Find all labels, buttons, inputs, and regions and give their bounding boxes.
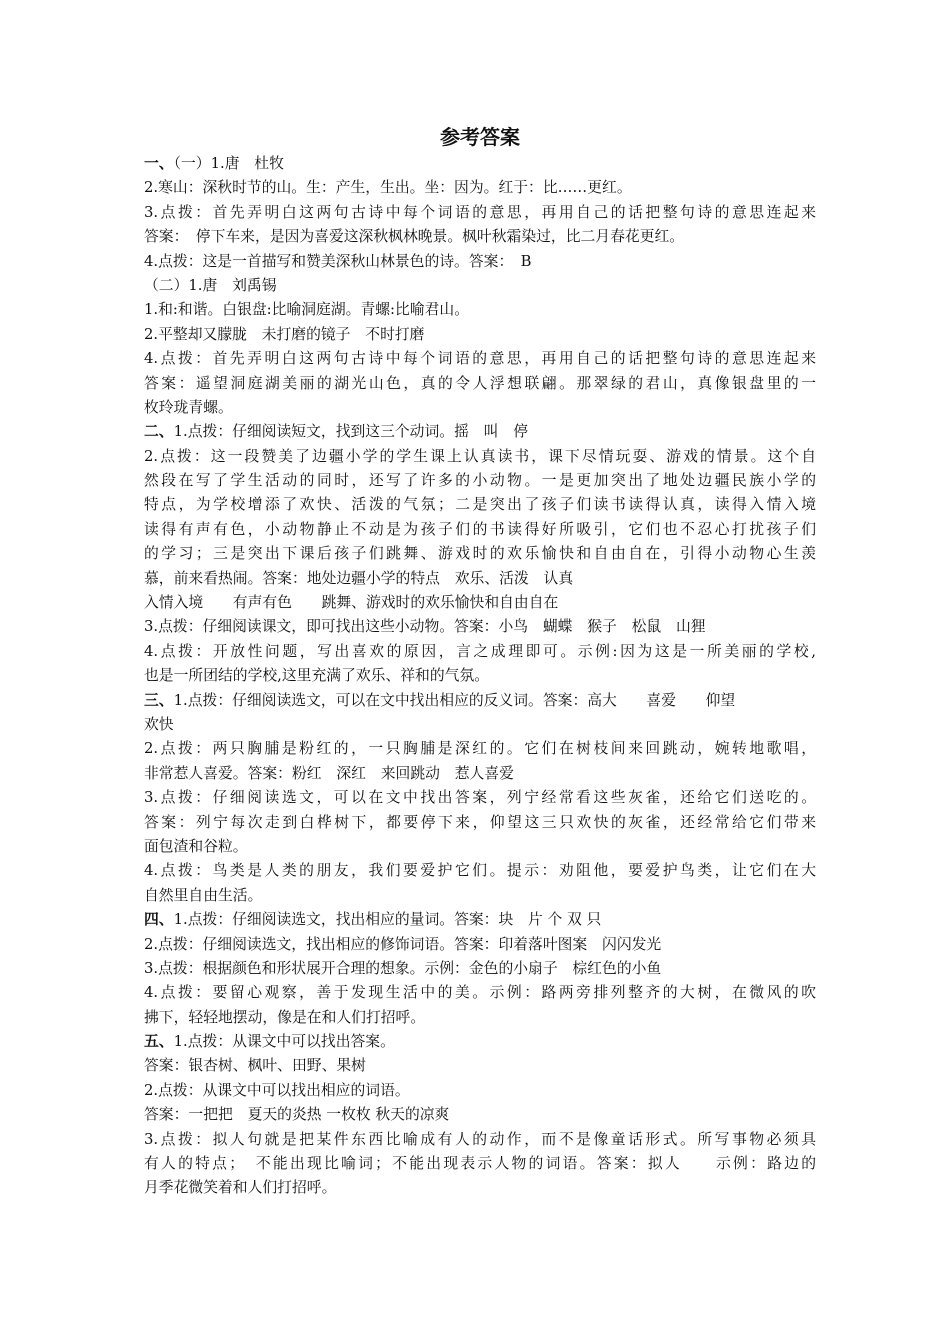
answer-line: [144, 591, 816, 615]
answer-text: 也是一所团结的学校,这里充满了欢乐、祥和的气氛。: [144, 667, 490, 685]
answer-line: [144, 298, 816, 322]
answer-line: [144, 1152, 816, 1176]
answer-text: 答案：列宁每次走到白桦树下，都要停下来，仰望这三只欢快的灰雀，还经常给它们带来: [144, 813, 816, 831]
answer-line: [144, 689, 816, 713]
answer-line: [144, 884, 816, 908]
answer-text: 非常惹人喜爱。答案：粉红 深红 来回跳动 惹人喜爱: [144, 764, 514, 782]
answer-line: [144, 176, 816, 200]
answer-line: [144, 933, 816, 957]
answer-text: 4.点拨：鸟类是人类的朋友，我们要爱护它们。提示：劝阻他，要爱护鸟类，让它们在大: [144, 862, 816, 880]
answer-line: [144, 1030, 816, 1054]
answer-text: 自然里自由生活。: [144, 886, 263, 904]
answer-text: 2.点拨：从课文中可以找出相应的词语。: [144, 1081, 410, 1099]
answer-line: [144, 1128, 816, 1152]
answer-line: [144, 420, 816, 444]
section-number: 五、: [144, 1033, 174, 1051]
answer-line: [144, 737, 816, 761]
answer-text: 3.点拨：拟人句就是把某件东西比喻成有人的动作，而不是像童话形式。所写事物必须具: [144, 1130, 816, 1148]
answer-text: 答案：遥望洞庭湖美丽的湖光山色，真的令人浮想联翩。那翠绿的君山，真像银盘里的一: [144, 374, 816, 392]
answer-text: 的学习；三是突出下课后孩子们跳舞、游戏时的欢乐愉快和自由自在，引得小动物心生羡: [144, 545, 816, 563]
answer-text: 慕，前来看热闹。答案：地处边疆小学的特点 欢乐、活泼 认真: [144, 569, 574, 587]
answer-text: 2.点拨：这一段赞美了边疆小学的学生课上认真读书，课下尽情玩耍、游戏的情景。这个自: [144, 447, 816, 465]
answer-line: [144, 762, 816, 786]
answer-line: [144, 347, 816, 371]
answer-line: [144, 1103, 816, 1127]
section-number: 二、: [144, 423, 174, 441]
answer-text: 枚玲珑青螺。: [144, 398, 233, 416]
section-number: 三、: [144, 691, 174, 709]
answer-line: [144, 615, 816, 639]
answer-line: [144, 859, 816, 883]
answer-text: 然段在写了学生活动的同时，还写了许多的小动物。一是更加突出了地处边疆民族小学的: [144, 472, 816, 490]
answer-text: 3.点拨：仔细阅读课文，即可找出这些小动物。答案：小鸟 蝴蝶 猴子 松鼠 山狸: [144, 618, 706, 636]
answer-line: [144, 1054, 816, 1078]
answer-text: 面包渣和谷粒。: [144, 837, 248, 855]
answer-text: 拂下，轻轻地摆动，像是在和人们打招呼。: [144, 1008, 426, 1026]
answer-line: [144, 835, 816, 859]
answer-line: [144, 786, 816, 810]
answer-text: 4.点拨：开放性问题，写出喜欢的原因，言之成理即可。示例:因为这是一所美丽的学校,: [144, 642, 816, 660]
answer-line: [144, 372, 816, 396]
answer-text: 1.点拨：仔细阅读短文，找到这三个动词。摇 叫 停: [173, 423, 529, 441]
answer-line: [144, 250, 816, 274]
answer-line: [144, 1079, 816, 1103]
answer-text: 3.点拨：首先弄明白这两句古诗中每个词语的意思，再用自己的话把整句诗的意思连起来: [144, 203, 816, 221]
answer-text: （二）1.唐 刘禹锡: [144, 276, 277, 294]
answer-text: 4.点拨：这是一首描写和赞美深秋山林景色的诗。答案： B: [144, 252, 532, 270]
answer-body: [144, 152, 816, 1201]
answer-line: [144, 567, 816, 591]
answer-text: 月季花微笑着和人们打招呼。: [144, 1179, 337, 1197]
answer-line: [144, 152, 816, 176]
answer-line: [144, 713, 816, 737]
answer-line: [144, 1006, 816, 1030]
answer-line: [144, 908, 816, 932]
answer-line: [144, 542, 816, 566]
answer-text: 特点，为学校增添了欢快、活泼的气氛；二是突出了孩子们读书读得认真，读得入情入境: [144, 496, 816, 514]
answer-text: （一）1.唐 杜牧: [173, 155, 284, 172]
answer-line: [144, 981, 816, 1005]
section-number: 一、: [144, 155, 174, 172]
answer-text: 2.平整却又朦胧 未打磨的镜子 不时打磨: [144, 325, 425, 343]
section-number: 四、: [144, 911, 174, 929]
answer-text: 有人的特点； 不能出现比喻词；不能出现表示人物的词语。答案：拟人 示例：路边的: [144, 1155, 816, 1173]
answer-line: [144, 518, 816, 542]
answer-text: 1.点拨：仔细阅读选文，可以在文中找出相应的反义词。答案：高大 喜爱 仰望: [173, 691, 736, 709]
answer-line: [144, 957, 816, 981]
answer-text: 1.点拨：仔细阅读选文，找出相应的量词。答案：块 片 个 双 只: [173, 911, 602, 929]
answer-text: 入情入境 有声有色 跳舞、游戏时的欢乐愉快和自由自在: [144, 594, 559, 612]
answer-text: 3.点拨：根据颜色和形状展开合理的想象。示例：金色的小扇子 棕红色的小鱼: [144, 959, 662, 977]
answer-line: [144, 201, 816, 225]
answer-text: 2.寒山：深秋时节的山。生：产生，生出。坐：因为。红于：比……更红。: [144, 179, 632, 197]
answer-text: 1.和:和谐。白银盘:比喻洞庭湖。青螺:比喻君山。: [144, 301, 470, 319]
answer-line: [144, 1176, 816, 1200]
answer-line: [144, 811, 816, 835]
answer-line: [144, 274, 816, 298]
answer-text: 2.点拨：仔细阅读选文，找出相应的修饰词语。答案：印着落叶图案 闪闪发光: [144, 935, 662, 953]
answer-text: 4.点拨：首先弄明白这两句古诗中每个词语的意思，再用自己的话把整句诗的意思连起来: [144, 350, 816, 368]
document-page: [144, 124, 816, 1201]
answer-text: 欢快: [144, 715, 174, 733]
answer-line: [144, 469, 816, 493]
answer-line: [144, 493, 816, 517]
answer-text: 答案：银杏树、枫叶、田野、果树: [144, 1057, 366, 1075]
answer-line: [144, 323, 816, 347]
answer-text: 1.点拨：从课文中可以找出答案。: [173, 1033, 395, 1051]
page-title: 参考答案: [440, 125, 520, 149]
answer-text: 3.点拨：仔细阅读选文，可以在文中找出答案，列宁经常看这些灰雀，还给它们送吃的。: [144, 789, 816, 807]
answer-text: 4.点拨：要留心观察，善于发现生活中的美。示例：路两旁排列整齐的大树，在微风的吹: [144, 984, 816, 1002]
answer-line: [144, 396, 816, 420]
answer-line: [144, 664, 816, 688]
answer-text: 读得有声有色，小动物静止不动是为孩子们的书读得好所吸引，它们也不忍心打扰孩子们: [144, 520, 816, 538]
answer-line: [144, 225, 816, 249]
answer-line: [144, 445, 816, 469]
answer-text: 答案： 停下车来，是因为喜爱这深秋枫林晚景。枫叶秋霜染过，比二月春花更红。: [144, 228, 685, 246]
answer-text: 答案：一把把 夏天的炎热 一枚枚 秋天的凉爽: [144, 1106, 450, 1124]
answer-text: 2.点拨：两只胸脯是粉红的，一只胸脯是深红的。它们在树枝间来回跳动，婉转地歌唱，: [144, 740, 816, 758]
answer-line: [144, 640, 816, 664]
